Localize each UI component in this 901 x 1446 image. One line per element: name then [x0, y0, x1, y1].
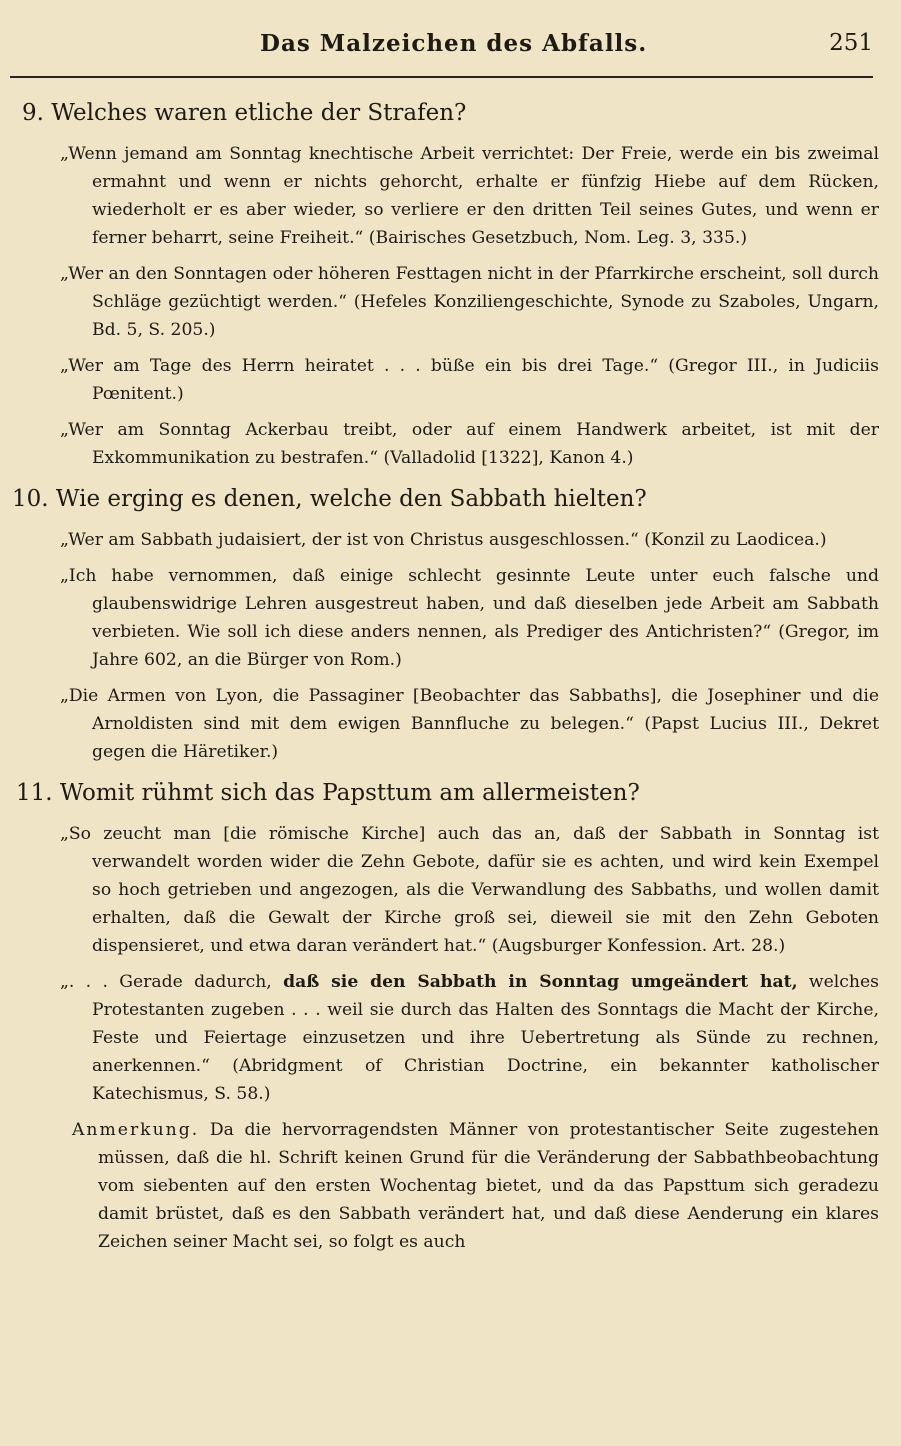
emphasized-text: daß sie den Sabbath in Sonntag umgeändert hat, [283, 972, 798, 992]
running-header [10, 30, 873, 60]
question-9 [22, 96, 901, 130]
note-text: Da die hervorragendsten Männer von protestantischer Seite zugestehen müssen, daß die hl. Schrift keinen Grund für die Veränderung der Sabbathbeobachtung vom siebenten auf den ersten Wochentag bietet, und da das Papsttum sich geradezu damit brüstet, daß es den Sabbath verändert hat, und daß diese Aenderung ein klares Zeichen seiner Macht sei, so folgt es auch [98, 1120, 880, 1252]
quote: „Wer am Sabbath judaisiert, der ist von Christus ausgeschlossen.“ (Konzil zu Laodicea.) [60, 530, 827, 550]
quote: „Wer am Sonntag Ackerbau treibt, oder auf einem Handwerk arbeitet, ist mit der Exkommunikation zu bestrafen.“ (Valladolid [1322], Kanon 4.) [60, 420, 879, 468]
note-paragraph [72, 1116, 880, 1256]
quote-start: „. . . Gerade dadurch, [60, 972, 272, 992]
quote: „Wer am Tage des Herrn heiratet . . . büße ein bis drei Tage.“ (Gregor III., in Judiciis Pœnitent.) [60, 356, 879, 404]
question-text: Welches waren etliche der Strafen? [51, 100, 467, 126]
quote: „Ich habe vernommen, daß einige schlecht gesinnte Leute unter euch falsche und glaubenswidrige Lehren ausgestreut haben, und daß dieselben jede Arbeit am Sabbath verbieten. Wie soll ich diese anders nennen, als Prediger des Antichristen?“ (Gregor, im Jahre 602, an die Bürger von Rom.) [60, 566, 879, 670]
chapter-title: Das Malzeichen des Abfalls. [260, 30, 648, 57]
question-number: 11. [16, 780, 53, 806]
question-text: Womit rühmt sich das Papsttum am allermeisten? [59, 780, 640, 806]
page-body [0, 96, 901, 1256]
quote: „Wer an den Sonntagen oder höheren Festtagen nicht in der Pfarrkirche erscheint, soll durch Schläge gezüchtigt werden.“ (Hefeles Konziliengeschichte, Synode zu Szaboles, Ungarn, Bd. 5, S. 205.) [60, 264, 879, 340]
question-text: Wie erging es denen, welche den Sabbath hielten? [55, 486, 647, 512]
note-label: Anmerkung. [72, 1120, 200, 1140]
question-11 [16, 776, 901, 810]
quote: „Die Armen von Lyon, die Passaginer [Beobachter das Sabbaths], die Josephiner und die Arnoldisten sind mit dem ewigen Bannfluche zu belegen.“ (Papst Lucius III., Dekret gegen die Häretiker.) [60, 686, 879, 762]
quote: „So zeucht man [die römische Kirche] auch das an, daß der Sabbath in Sonntag ist verwandelt worden wider die Zehn Gebote, dafür sie es achten, und wird kein Exempel so hoch getrieben und angezogen, als die Verwandlung des Sabbaths, und wollen damit erhalten, daß die Gewalt der Kirche groß sei, dieweil sie mit den Zehn Geboten dispensieret, und etwa daran verändert hat.“ (Augsburger Konfession. Art. 28.) [60, 824, 879, 956]
question-number: 10. [12, 486, 49, 512]
quote: „Wenn jemand am Sonntag knechtische Arbeit verrichtet: Der Freie, werde ein bis zweimal ermahnt und wenn er nichts gehorcht, erhalte er fünfzig Hiebe auf dem Rücken, wiederholt er es aber wieder, so verliere er den dritten Teil seines Gutes, und wenn er ferner beharrt, seine Freiheit.“ (Bairisches Gesetzbuch, Nom. Leg. 3, 335.) [60, 144, 879, 248]
quote [60, 968, 879, 1108]
question-10 [12, 482, 901, 516]
quote-end: welches Protestanten zugeben . . . weil sie durch das Halten des Sonntags die Macht der Kirche, Feste und Feiertage einzusetzen und ihre Uebertretung als Sünde zu rechnen, anerkennen.“ (Abridgment of Christian Doctrine, ein bekannter katholischer Katechismus, S. 58.) [92, 972, 879, 1104]
header-rule [10, 76, 873, 78]
page-number: 251 [829, 30, 873, 56]
question-number: 9. [22, 100, 44, 126]
